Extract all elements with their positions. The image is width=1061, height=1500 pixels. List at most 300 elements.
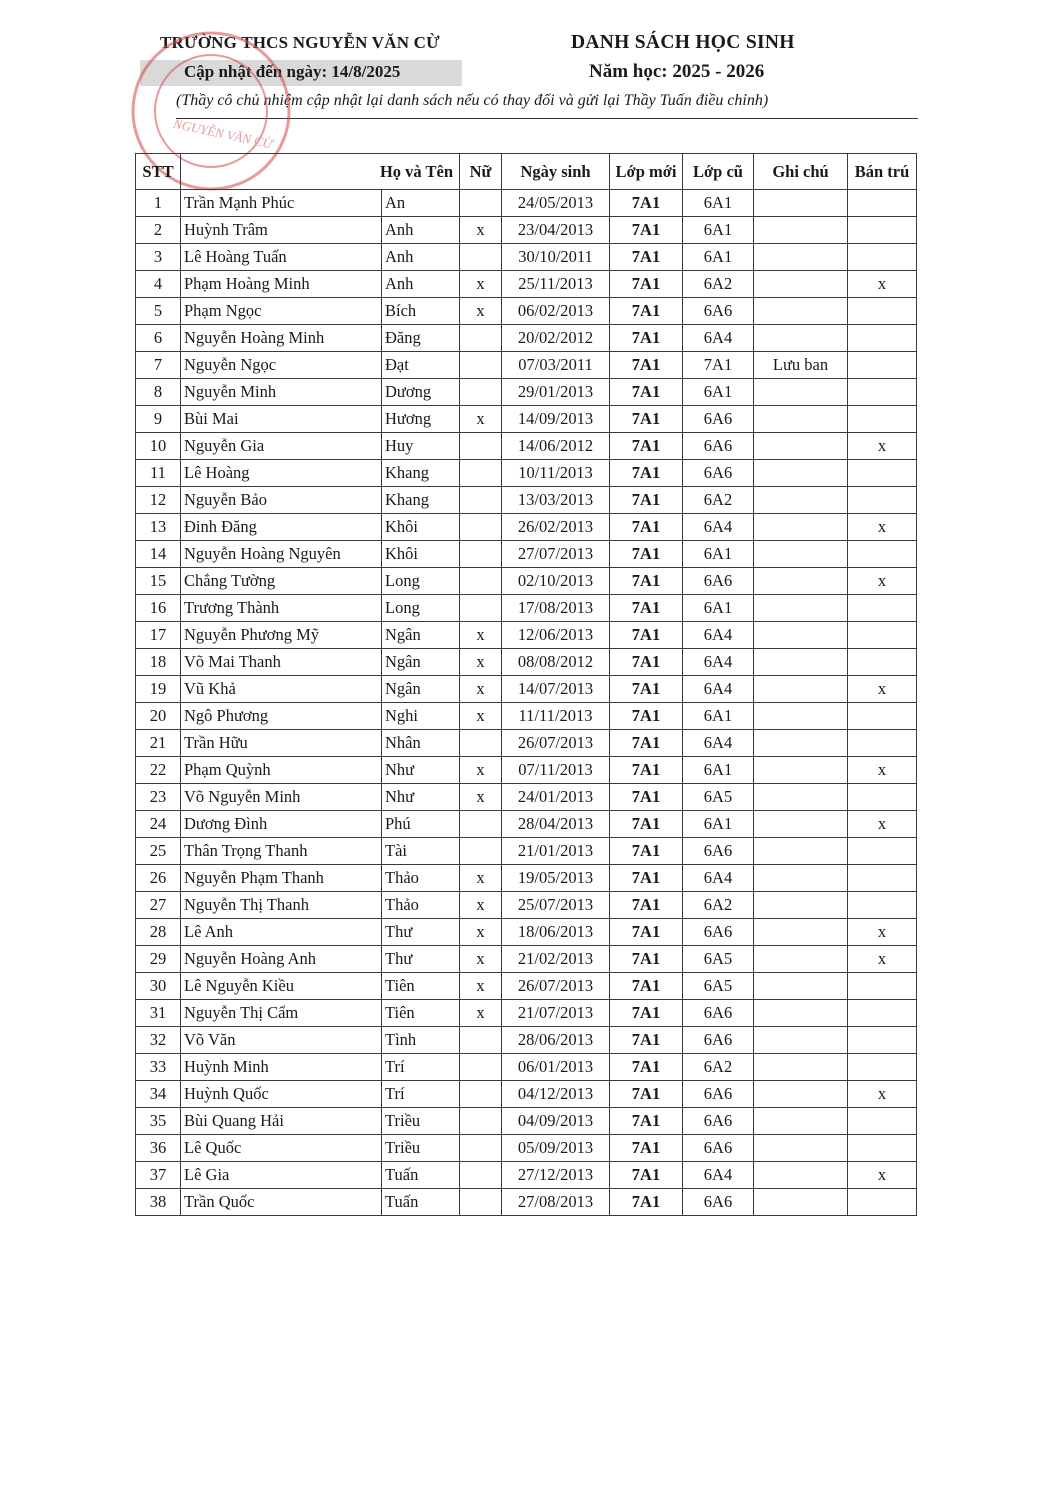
birth-date: 06/02/2013	[502, 298, 610, 325]
new-class: 7A1	[610, 1189, 683, 1216]
old-class: 6A1	[683, 541, 754, 568]
new-class: 7A1	[610, 568, 683, 595]
birth-date: 06/01/2013	[502, 1054, 610, 1081]
surname-middle: Huỳnh Trâm	[181, 217, 382, 244]
birth-date: 28/06/2013	[502, 1027, 610, 1054]
new-class: 7A1	[610, 730, 683, 757]
birth-date: 14/06/2012	[502, 433, 610, 460]
header-female: Nữ	[460, 154, 502, 190]
semi-boarding-mark	[848, 1000, 917, 1027]
table-row	[136, 784, 917, 811]
old-class: 6A2	[683, 1054, 754, 1081]
birth-date: 24/01/2013	[502, 784, 610, 811]
given-name: Tiên	[382, 1000, 460, 1027]
row-number: 34	[136, 1081, 181, 1108]
student-list-table	[135, 153, 917, 1216]
row-number: 27	[136, 892, 181, 919]
birth-date: 26/02/2013	[502, 514, 610, 541]
table-row	[136, 892, 917, 919]
table-row	[136, 622, 917, 649]
new-class: 7A1	[610, 595, 683, 622]
row-number: 17	[136, 622, 181, 649]
surname-middle: Lê Anh	[181, 919, 382, 946]
semi-boarding-mark	[848, 892, 917, 919]
new-class: 7A1	[610, 757, 683, 784]
note-cell	[754, 487, 848, 514]
header-old-class: Lớp cũ	[683, 154, 754, 190]
new-class: 7A1	[610, 514, 683, 541]
surname-middle: Nguyễn Phạm Thanh	[181, 865, 382, 892]
semi-boarding-mark: x	[848, 1162, 917, 1189]
row-number: 2	[136, 217, 181, 244]
semi-boarding-mark: x	[848, 811, 917, 838]
note-cell	[754, 595, 848, 622]
note-cell	[754, 1135, 848, 1162]
female-mark: x	[460, 946, 502, 973]
semi-boarding-mark	[848, 784, 917, 811]
female-mark: x	[460, 973, 502, 1000]
old-class: 6A4	[683, 730, 754, 757]
semi-boarding-mark	[848, 595, 917, 622]
given-name: Anh	[382, 244, 460, 271]
row-number: 10	[136, 433, 181, 460]
table-row	[136, 973, 917, 1000]
female-mark	[460, 514, 502, 541]
table-row	[136, 190, 917, 217]
new-class: 7A1	[610, 541, 683, 568]
table-row	[136, 1054, 917, 1081]
header-full-name: Họ và Tên	[181, 154, 460, 190]
birth-date: 13/03/2013	[502, 487, 610, 514]
surname-middle: Nguyễn Bảo	[181, 487, 382, 514]
birth-date: 25/11/2013	[502, 271, 610, 298]
table-row	[136, 379, 917, 406]
table-row	[136, 676, 917, 703]
birth-date: 10/11/2013	[502, 460, 610, 487]
old-class: 6A6	[683, 568, 754, 595]
new-class: 7A1	[610, 919, 683, 946]
given-name: Ngân	[382, 649, 460, 676]
new-class: 7A1	[610, 649, 683, 676]
new-class: 7A1	[610, 190, 683, 217]
row-number: 8	[136, 379, 181, 406]
old-class: 6A1	[683, 811, 754, 838]
given-name: Phú	[382, 811, 460, 838]
old-class: 6A6	[683, 1000, 754, 1027]
birth-date: 05/09/2013	[502, 1135, 610, 1162]
given-name: Khang	[382, 460, 460, 487]
birth-date: 27/07/2013	[502, 541, 610, 568]
table-header-row	[136, 154, 917, 190]
birth-date: 07/03/2011	[502, 352, 610, 379]
birth-date: 18/06/2013	[502, 919, 610, 946]
given-name: Khôi	[382, 514, 460, 541]
note-cell	[754, 811, 848, 838]
new-class: 7A1	[610, 838, 683, 865]
row-number: 36	[136, 1135, 181, 1162]
semi-boarding-mark	[848, 865, 917, 892]
note-cell	[754, 649, 848, 676]
semi-boarding-mark	[848, 190, 917, 217]
female-mark	[460, 325, 502, 352]
semi-boarding-mark	[848, 1027, 917, 1054]
note-cell	[754, 514, 848, 541]
table-row	[136, 568, 917, 595]
note-cell	[754, 1189, 848, 1216]
table-row	[136, 1135, 917, 1162]
row-number: 23	[136, 784, 181, 811]
note-cell	[754, 919, 848, 946]
birth-date: 27/08/2013	[502, 1189, 610, 1216]
old-class: 6A6	[683, 1108, 754, 1135]
old-class: 6A4	[683, 676, 754, 703]
row-number: 16	[136, 595, 181, 622]
female-mark: x	[460, 919, 502, 946]
given-name: Khôi	[382, 541, 460, 568]
new-class: 7A1	[610, 298, 683, 325]
note-cell	[754, 892, 848, 919]
note-cell	[754, 190, 848, 217]
row-number: 37	[136, 1162, 181, 1189]
female-mark	[460, 460, 502, 487]
row-number: 32	[136, 1027, 181, 1054]
new-class: 7A1	[610, 622, 683, 649]
female-mark: x	[460, 1000, 502, 1027]
new-class: 7A1	[610, 811, 683, 838]
new-class: 7A1	[610, 1081, 683, 1108]
old-class: 6A4	[683, 622, 754, 649]
semi-boarding-mark	[848, 622, 917, 649]
female-mark	[460, 1189, 502, 1216]
female-mark: x	[460, 676, 502, 703]
table-body	[136, 190, 917, 1216]
given-name: Khang	[382, 487, 460, 514]
given-name: Như	[382, 757, 460, 784]
new-class: 7A1	[610, 676, 683, 703]
birth-date: 21/01/2013	[502, 838, 610, 865]
header-birth-date: Ngày sinh	[502, 154, 610, 190]
surname-middle: Trần Mạnh Phúc	[181, 190, 382, 217]
row-number: 12	[136, 487, 181, 514]
note-cell	[754, 460, 848, 487]
semi-boarding-mark: x	[848, 433, 917, 460]
given-name: Triều	[382, 1135, 460, 1162]
semi-boarding-mark: x	[848, 946, 917, 973]
row-number: 11	[136, 460, 181, 487]
birth-date: 11/11/2013	[502, 703, 610, 730]
row-number: 22	[136, 757, 181, 784]
new-class: 7A1	[610, 244, 683, 271]
female-mark	[460, 1162, 502, 1189]
birth-date: 02/10/2013	[502, 568, 610, 595]
old-class: 6A5	[683, 784, 754, 811]
birth-date: 24/05/2013	[502, 190, 610, 217]
female-mark	[460, 352, 502, 379]
birth-date: 08/08/2012	[502, 649, 610, 676]
surname-middle: Nguyễn Thị Cẩm	[181, 1000, 382, 1027]
table-row	[136, 271, 917, 298]
note-cell	[754, 676, 848, 703]
old-class: 6A1	[683, 757, 754, 784]
note-cell	[754, 1108, 848, 1135]
row-number: 1	[136, 190, 181, 217]
semi-boarding-mark	[848, 541, 917, 568]
female-mark: x	[460, 406, 502, 433]
birth-date: 30/10/2011	[502, 244, 610, 271]
given-name: Anh	[382, 271, 460, 298]
table-row	[136, 1162, 917, 1189]
note-cell	[754, 1081, 848, 1108]
semi-boarding-mark	[848, 298, 917, 325]
birth-date: 23/04/2013	[502, 217, 610, 244]
new-class: 7A1	[610, 1054, 683, 1081]
new-class: 7A1	[610, 433, 683, 460]
table-row	[136, 1000, 917, 1027]
given-name: Tình	[382, 1027, 460, 1054]
semi-boarding-mark: x	[848, 919, 917, 946]
table-row	[136, 325, 917, 352]
old-class: 6A4	[683, 514, 754, 541]
table-row	[136, 919, 917, 946]
row-number: 7	[136, 352, 181, 379]
new-class: 7A1	[610, 217, 683, 244]
female-mark	[460, 1108, 502, 1135]
note-cell	[754, 730, 848, 757]
table-row	[136, 730, 917, 757]
table-row	[136, 757, 917, 784]
table-row	[136, 1027, 917, 1054]
table-row	[136, 487, 917, 514]
table-row	[136, 703, 917, 730]
surname-middle: Võ Văn	[181, 1027, 382, 1054]
row-number: 38	[136, 1189, 181, 1216]
old-class: 6A6	[683, 1027, 754, 1054]
female-mark	[460, 1135, 502, 1162]
surname-middle: Trần Quốc	[181, 1189, 382, 1216]
note-cell	[754, 865, 848, 892]
new-class: 7A1	[610, 973, 683, 1000]
given-name: Nghi	[382, 703, 460, 730]
given-name: Nhân	[382, 730, 460, 757]
old-class: 6A6	[683, 1135, 754, 1162]
surname-middle: Bùi Quang Hải	[181, 1108, 382, 1135]
birth-date: 26/07/2013	[502, 973, 610, 1000]
female-mark: x	[460, 892, 502, 919]
new-class: 7A1	[610, 892, 683, 919]
birth-date: 21/07/2013	[502, 1000, 610, 1027]
row-number: 33	[136, 1054, 181, 1081]
table-row	[136, 217, 917, 244]
new-class: 7A1	[610, 1162, 683, 1189]
row-number: 29	[136, 946, 181, 973]
note-cell	[754, 217, 848, 244]
female-mark	[460, 190, 502, 217]
new-class: 7A1	[610, 352, 683, 379]
old-class: 6A6	[683, 1081, 754, 1108]
instruction-note: (Thầy cô chủ nhiệm cập nhật lại danh sách nếu có thay đổi và gửi lại Thầy Tuấn điều chỉnh)	[176, 92, 769, 109]
table-row	[136, 595, 917, 622]
given-name: Long	[382, 568, 460, 595]
surname-middle: Lê Nguyễn Kiều	[181, 973, 382, 1000]
female-mark	[460, 838, 502, 865]
table-row	[136, 352, 917, 379]
semi-boarding-mark	[848, 1189, 917, 1216]
note-cell	[754, 1162, 848, 1189]
old-class: 6A6	[683, 460, 754, 487]
row-number: 28	[136, 919, 181, 946]
note-cell	[754, 946, 848, 973]
surname-middle: Phạm Quỳnh	[181, 757, 382, 784]
new-class: 7A1	[610, 1135, 683, 1162]
semi-boarding-mark	[848, 244, 917, 271]
note-cell	[754, 784, 848, 811]
female-mark: x	[460, 703, 502, 730]
given-name: Đăng	[382, 325, 460, 352]
note-cell	[754, 298, 848, 325]
new-class: 7A1	[610, 946, 683, 973]
table-row	[136, 406, 917, 433]
table-row	[136, 865, 917, 892]
given-name: Như	[382, 784, 460, 811]
female-mark: x	[460, 622, 502, 649]
given-name: Huy	[382, 433, 460, 460]
old-class: 6A2	[683, 271, 754, 298]
surname-middle: Nguyễn Hoàng Minh	[181, 325, 382, 352]
surname-middle: Nguyễn Minh	[181, 379, 382, 406]
row-number: 6	[136, 325, 181, 352]
birth-date: 04/12/2013	[502, 1081, 610, 1108]
semi-boarding-mark	[848, 973, 917, 1000]
semi-boarding-mark	[848, 649, 917, 676]
semi-boarding-mark: x	[848, 271, 917, 298]
birth-date: 07/11/2013	[502, 757, 610, 784]
old-class: 6A2	[683, 892, 754, 919]
semi-boarding-mark	[848, 487, 917, 514]
row-number: 35	[136, 1108, 181, 1135]
semi-boarding-mark	[848, 217, 917, 244]
stamp-text: NGUYỄN VĂN CỪ	[172, 115, 274, 152]
note-cell	[754, 568, 848, 595]
semi-boarding-mark	[848, 460, 917, 487]
birth-date: 28/04/2013	[502, 811, 610, 838]
given-name: Bích	[382, 298, 460, 325]
new-class: 7A1	[610, 271, 683, 298]
female-mark: x	[460, 784, 502, 811]
header-new-class: Lớp mới	[610, 154, 683, 190]
surname-middle: Lê Quốc	[181, 1135, 382, 1162]
semi-boarding-mark	[848, 838, 917, 865]
note-cell	[754, 838, 848, 865]
school-name: TRƯỜNG THCS NGUYỄN VĂN CỪ	[160, 33, 440, 52]
header-semi-boarding: Bán trú	[848, 154, 917, 190]
old-class: 6A6	[683, 919, 754, 946]
given-name: Long	[382, 595, 460, 622]
given-name: Thư	[382, 919, 460, 946]
old-class: 6A1	[683, 244, 754, 271]
birth-date: 29/01/2013	[502, 379, 610, 406]
female-mark	[460, 595, 502, 622]
note-cell	[754, 406, 848, 433]
given-name: Thư	[382, 946, 460, 973]
semi-boarding-mark	[848, 406, 917, 433]
old-class: 6A4	[683, 1162, 754, 1189]
given-name: Triều	[382, 1108, 460, 1135]
semi-boarding-mark	[848, 703, 917, 730]
female-mark: x	[460, 217, 502, 244]
old-class: 7A1	[683, 352, 754, 379]
update-date-text: Cập nhật đến ngày: 14/8/2025	[184, 62, 401, 81]
table-row	[136, 1189, 917, 1216]
female-mark	[460, 568, 502, 595]
row-number: 18	[136, 649, 181, 676]
note-cell	[754, 325, 848, 352]
semi-boarding-mark	[848, 325, 917, 352]
female-mark	[460, 487, 502, 514]
female-mark: x	[460, 865, 502, 892]
old-class: 6A1	[683, 595, 754, 622]
new-class: 7A1	[610, 1108, 683, 1135]
new-class: 7A1	[610, 460, 683, 487]
surname-middle: Lê Gia	[181, 1162, 382, 1189]
surname-middle: Trần Hữu	[181, 730, 382, 757]
old-class: 6A6	[683, 406, 754, 433]
surname-middle: Nguyễn Gia	[181, 433, 382, 460]
surname-middle: Võ Mai Thanh	[181, 649, 382, 676]
given-name: Tiên	[382, 973, 460, 1000]
birth-date: 17/08/2013	[502, 595, 610, 622]
note-cell	[754, 1027, 848, 1054]
semi-boarding-mark	[848, 379, 917, 406]
given-name: Trí	[382, 1054, 460, 1081]
surname-middle: Nguyễn Hoàng Anh	[181, 946, 382, 973]
surname-middle: Trương Thành	[181, 595, 382, 622]
row-number: 15	[136, 568, 181, 595]
surname-middle: Đinh Đăng	[181, 514, 382, 541]
birth-date: 26/07/2013	[502, 730, 610, 757]
table-row	[136, 298, 917, 325]
table-row	[136, 811, 917, 838]
female-mark	[460, 730, 502, 757]
table-row	[136, 946, 917, 973]
row-number: 9	[136, 406, 181, 433]
old-class: 6A4	[683, 649, 754, 676]
table-row	[136, 433, 917, 460]
birth-date: 21/02/2013	[502, 946, 610, 973]
surname-middle: Lê Hoàng Tuấn	[181, 244, 382, 271]
note-cell: Lưu ban	[754, 352, 848, 379]
new-class: 7A1	[610, 379, 683, 406]
old-class: 6A6	[683, 838, 754, 865]
old-class: 6A1	[683, 217, 754, 244]
row-number: 21	[136, 730, 181, 757]
old-class: 6A2	[683, 487, 754, 514]
table-row	[136, 244, 917, 271]
surname-middle: Ngô Phương	[181, 703, 382, 730]
old-class: 6A5	[683, 946, 754, 973]
female-mark	[460, 541, 502, 568]
given-name: Trí	[382, 1081, 460, 1108]
birth-date: 14/09/2013	[502, 406, 610, 433]
new-class: 7A1	[610, 406, 683, 433]
row-number: 30	[136, 973, 181, 1000]
note-cell	[754, 271, 848, 298]
row-number: 24	[136, 811, 181, 838]
surname-middle: Chắng Tường	[181, 568, 382, 595]
female-mark: x	[460, 271, 502, 298]
surname-middle: Phạm Ngọc	[181, 298, 382, 325]
female-mark	[460, 244, 502, 271]
semi-boarding-mark	[848, 1135, 917, 1162]
